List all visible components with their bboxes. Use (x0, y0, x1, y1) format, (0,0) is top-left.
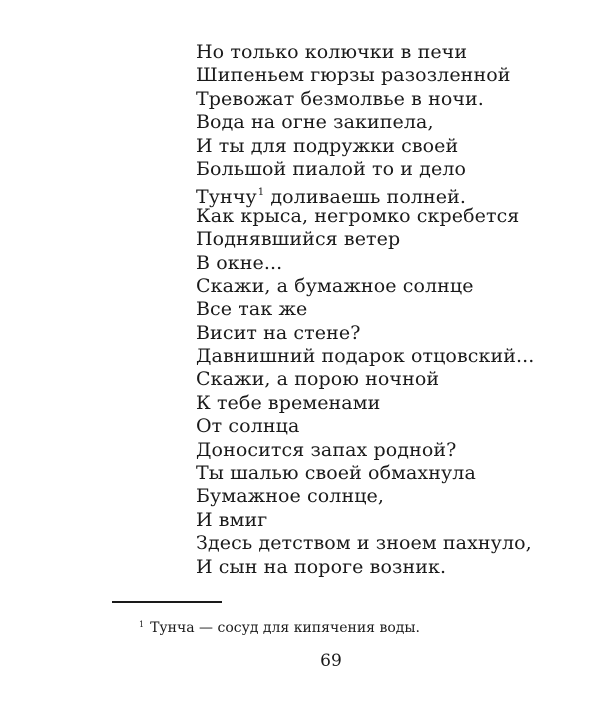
poem-line-1: Но только колючки в печи (196, 41, 468, 63)
footnote-divider (112, 601, 222, 603)
poem-line-11: Скажи, а бумажное солнце (196, 274, 474, 297)
poem-line-9: Поднявшийся ветер (196, 228, 401, 251)
poem-line-16: К тебе временами (196, 391, 381, 414)
poem-line-23: И сын на пороге возник. (196, 555, 447, 578)
poem-line-18: Доносится запах родной? (196, 438, 457, 461)
poem-line-17: От солнца (196, 415, 300, 438)
poem-line-15: Скажи, а порою ночной (196, 368, 440, 391)
poem-line-7-word: Тунчу (196, 186, 257, 209)
poem-line-6: Большой пиалой то и дело (196, 157, 467, 180)
footnote-text: Тунча — сосуд для кипячения воды. (150, 620, 420, 636)
poem-line-2: Шипеньем гюрзы разозленной (196, 64, 511, 87)
poem-line-10: В окне... (196, 251, 283, 274)
poem-line-21: И вмиг (196, 508, 268, 531)
poem-line-22: Здесь детством и зноем пахнуло, (196, 532, 532, 555)
poem-line-14: Давнишний подарок отцовский... (196, 345, 535, 368)
footnote-reference: 1 (257, 187, 265, 199)
poem-line-7-rest: доливаешь полней. (264, 186, 467, 209)
footnote-marker: 1 (139, 620, 145, 629)
poem-line-13: Висит на стене? (196, 321, 361, 344)
poem-line-4: Вода на огне закипела, (196, 111, 434, 134)
poem-line-3: Тревожат безмолвье в ночи. (196, 87, 484, 110)
poem-line-19: Ты шалью своей обмахнула (196, 462, 476, 485)
poem-line-20: Бумажное солнце, (196, 485, 385, 508)
poem-line-5: И ты для подружки своей (196, 134, 459, 157)
poem-line-8: Как крыса, негромко скребется (196, 204, 520, 227)
page-number: 69 (320, 651, 342, 671)
poem-text (196, 41, 556, 579)
poem-line-12: Все так же (196, 298, 308, 321)
poem-line-7 (196, 181, 556, 209)
footnote (139, 616, 420, 637)
